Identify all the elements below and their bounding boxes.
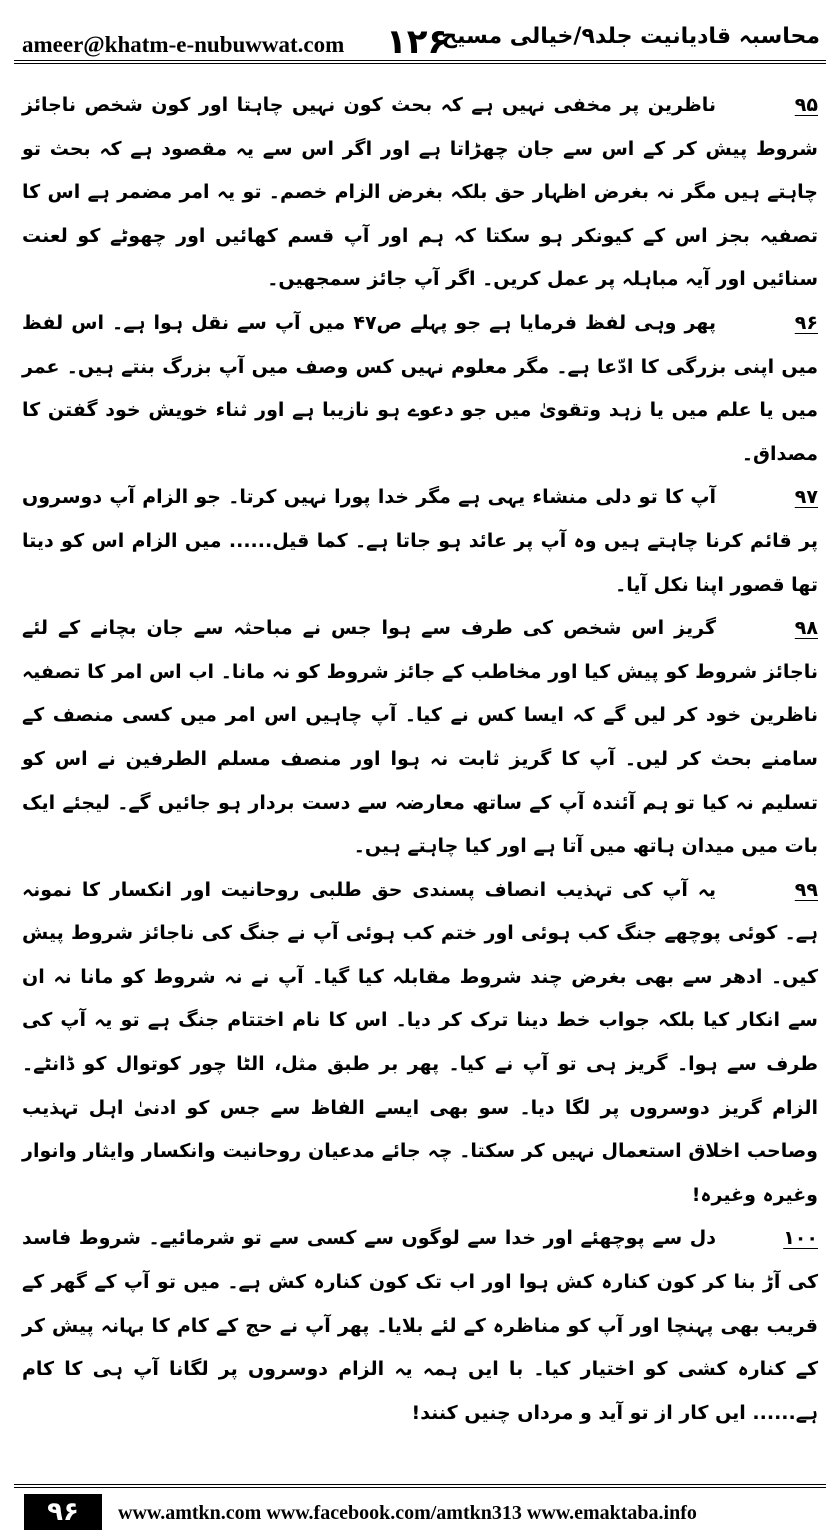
paragraph-text: یہ آپ کی تہذیب انصاف پسندی حق طلبی روحانیت اور انکسار کا نمونہ ہے۔ کوئی پوچھے جنگ کب ہوئی اور ختم کب ہوئی آپ نے جنگ کی ناجائز شروط پیش کیں۔ ادھر سے بھی بغرض چند شروط مقابلہ کیا گیا۔ آپ نے نہ شروط کو مانا نہ ان سے انکار کیا بلکہ جواب خط دینا ترک کر دیا۔ اس کا نام اختتام جنگ ہے تو یہ آپ کی طرف سے ہوا۔ گریز ہی تو آپ نے کیا۔ پھر بر طبق مثل، الٹا چور کوتوال کو ڈانٹے۔ الزام گریز دوسروں پر لگا دیا۔ سو بھی ایسے الفاظ سے جس کو ادنیٰ اہل تہذیب وصاحب اخلاق استعمال نہیں کر سکتا۔ چہ جائے مدعیان روحانیت وانکسار وایثار وانوار وغیرہ وغیرہ! bbox=[22, 878, 818, 1206]
paragraph-number: ۱۰۰ bbox=[783, 1227, 818, 1250]
page-header bbox=[14, 14, 826, 64]
paragraph-text: آپ کا تو دلی منشاء یہی ہے مگر خدا پورا نہیں کرتا۔ جو الزام آپ دوسروں پر قائم کرنا چاہتے ہیں وہ آپ پر عائد ہو جاتا ہے۔ کما قیل...... میں الزام اس کو دیتا تھا قصور اپنا نکل آیا۔ bbox=[22, 486, 818, 596]
paragraph-text: گریز اس شخص کی طرف سے ہوا جس نے مباحثہ سے جان بچانے کے لئے ناجائز شروط کو پیش کیا اور مخاطب کے جائز شروط کو نہ مانا۔ اب اس امر کا تصفیہ ناظرین خود کر لیں گے کہ ایسا کس نے کیا۔ آپ چاہیں اس امر میں کسی منصف کے سامنے بحث کر لیں۔ آپ کا گریز ثابت نہ ہوا اور منصف مسلم الطرفین نے اس کو تسلیم نہ کیا تو ہم آئندہ آپ کے ساتھ معارضہ سے دست بردار ہو جائیں گے۔ لیجئے ایک بات میں میدان ہاتھ میں آتا ہے اور کیا چاہتے ہیں۔ bbox=[22, 617, 818, 858]
paragraph-number: ۹۸ bbox=[794, 617, 818, 640]
paragraph-number: ۹۵ bbox=[794, 94, 818, 116]
paragraph-96 bbox=[22, 302, 818, 476]
paragraph-text: دل سے پوچھئے اور خدا سے لوگوں سے کسی سے تو شرمائیے۔ شروط فاسد کی آڑ بنا کر کون کنارہ کش ہوا اور اب تک کون کنارہ کش ہے۔ میں تو آپ کے گھر کے قریب بھی پہنچا اور آپ کو مناظرہ کے لئے بلایا۔ پھر آپ نے حج کے کام کا بہانہ پیش کر کے کنارہ کشی کو اختیار کیا۔ با ایں ہمہ یہ الزام دوسروں پر لگانا آپ ہی کا کام ہے...... ایں کار از تو آید و مرداں چنیں کنند! bbox=[22, 1227, 818, 1424]
paragraph-97 bbox=[22, 476, 818, 607]
page-body bbox=[22, 84, 818, 1474]
paragraph-text: ناظرین پر مخفی نہیں ہے کہ بحث کون نہیں چاہتا اور کون شخص ناجائز شروط پیش کر کے اس سے جان چھڑاتا ہے اور اگر اس سے یہ مقصود ہے کہ بحث تو چاہتے ہیں مگر نہ بغرض اظہار حق بلکہ بغرض الزام خصم۔ تو یہ امر مضمر ہے اس کا تصفیہ بجز اس کے کیونکر ہو سکتا کہ ہم اور آپ قسم کھائیں اور چھوٹے کو لعنت سنائیں اور آیہ مباہلہ پر عمل کریں۔ اگر آپ جائز سمجھیں۔ bbox=[22, 94, 818, 291]
paragraph-number: ۹۶ bbox=[794, 311, 818, 334]
header-book-title: محاسبہ قادیانیت جلد۹/خیالی مسیح bbox=[441, 24, 820, 49]
paragraph-99 bbox=[22, 869, 818, 1218]
paragraph-text: پھر وہی لفظ فرمایا ہے جو پہلے ص۴۷ میں آپ سے نقل ہوا ہے۔ اس لفظ میں اپنی بزرگی کا ادّعا ہے۔ مگر معلوم نہیں کس وصف میں آپ بزرگ بنتے ہیں۔ عمر میں یا علم میں یا زہد وتقویٰ میں جو دعوے ہو نازیبا ہے اور ثناء خویش خود گفتن کا مصداق۔ bbox=[22, 311, 818, 465]
page-footer bbox=[14, 1484, 826, 1536]
paragraph-100 bbox=[22, 1217, 818, 1435]
paragraph-number: ۹۹ bbox=[794, 878, 818, 901]
header-page-number: ۱۲۶ bbox=[386, 22, 449, 62]
footer-urls: www.amtkn.com www.facebook.com/amtkn313 www.emaktaba.info bbox=[118, 1502, 697, 1524]
footer-page-box: ۹۶ bbox=[24, 1494, 102, 1530]
paragraph-98 bbox=[22, 607, 818, 869]
header-email: ameer@khatm-e-nubuwwat.com bbox=[22, 32, 345, 57]
paragraph-number: ۹۷ bbox=[794, 486, 818, 509]
paragraph-95 bbox=[22, 84, 818, 302]
